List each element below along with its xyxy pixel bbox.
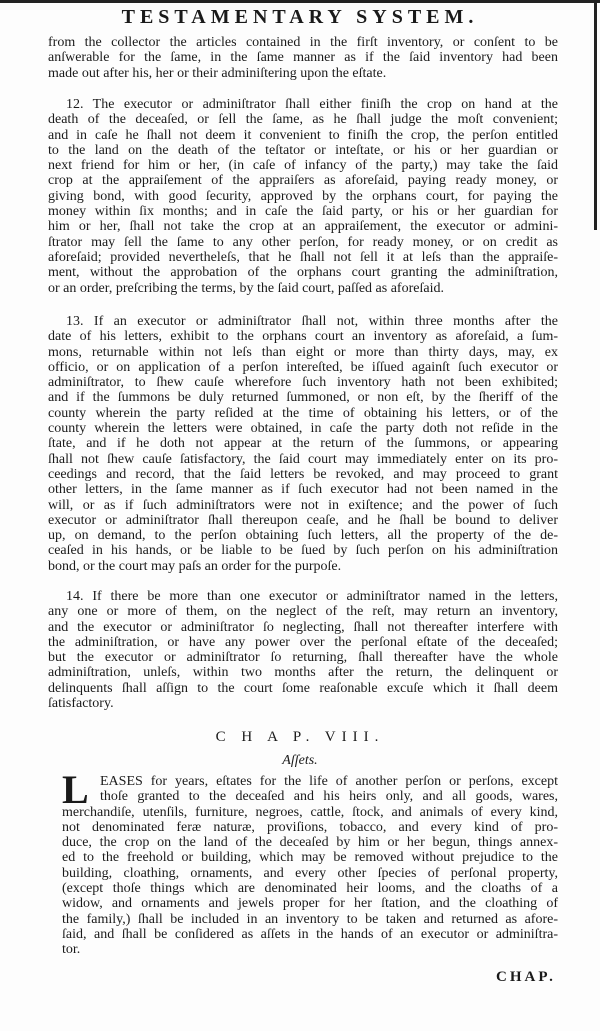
text-line: from the collector the articles contained in the firſt inventory, or conſent to be: [48, 35, 558, 50]
text-line: and in caſe he ſhall not deem it convenient to finiſh the crop, the perſon entitled: [48, 127, 558, 143]
text-line: EASES for years, eſtates for the life of another perſon or perſons, except: [100, 774, 558, 789]
text-line: him or her, ſhall not take the crop at an appraiſement, the executor or admini-: [48, 219, 558, 235]
text-line: delinquents ſhall aſſign to the court ſome reaſonable excuſe which it ſhall deem: [48, 680, 558, 696]
text-line: 12. The executor or adminiſtrator ſhall either finiſh the crop on hand at the: [66, 97, 558, 112]
text-line: executor or adminiſtrator ſhall thereupon ceaſe, and he ſhall be bound to deliver: [48, 512, 558, 528]
text-line: not denominated feræ naturæ, proviſions, tobacco, and every kind of pro-: [62, 819, 558, 835]
text-line: or an order, preſcribing the terms, by the ſaid court, paſſed as aforeſaid.: [48, 280, 444, 296]
text-line: tor.: [62, 942, 81, 958]
drop-cap: L: [62, 767, 89, 812]
text-line: county wherein the letters were obtained, in caſe the party doth not reſide in the: [48, 421, 558, 437]
text-line: building, cloathing, ornaments, and every other ſpecies of perſonal property,: [62, 865, 558, 881]
page-edge-top: [0, 0, 600, 3]
text-line: to the land on the death of the teſtator or inteſtate, or his or her guardian or: [48, 142, 558, 158]
text-line: money within ſix months; and in caſe the ſaid party, or his or her guardian for: [48, 204, 558, 220]
text-line: ſatisfactory.: [48, 696, 114, 712]
text-line: crop at the appraiſement of the appraiſers as aforeſaid, paying ready money, or: [48, 173, 558, 189]
text-line: next friend for him or her, (in caſe of infancy of the party,) may take the ſaid: [48, 158, 558, 174]
text-line: the adminiſtration, or have any power over the perſonal eſtate of the deceaſed;: [48, 634, 558, 650]
text-line: widow, and ornaments and jewels proper for her ſtation, and the cloathing of: [62, 896, 558, 912]
text-line: duce, the crop on the land of the deceaſed by him or her begun, things annex-: [62, 835, 558, 851]
text-line: ſtrator may ſell the ſame to any other perſon, for ready money, or on credit as: [48, 234, 558, 250]
text-line: aforeſaid; provided nevertheleſs, that he ſhall not ſell it at leſs than the appraiſe-: [48, 249, 558, 265]
text-line: up, on demand, to the perſon obtaining ſuch letters, all the property of the de-: [48, 528, 558, 544]
text-line: county wherein the party reſided at the time of obtaining his letters, or of the: [48, 405, 558, 421]
chapter-heading: C H A P. VIII.: [215, 729, 385, 745]
text-line: will, or as if ſuch adminiſtrators were not in exiſtence; and the power of ſuch: [48, 497, 558, 513]
text-line: and the executor or adminiſtrator ſo neglecting, ſhall not thereafter interfere with: [48, 619, 558, 635]
text-line: ſaid, and ſhall be conſidered as aſſets in the hands of an executor or adminiſtra-: [62, 926, 558, 942]
text-line: giving bond, with good ſecurity, approved by the orphans court, for paying the: [48, 188, 558, 204]
text-line: and if the ſummons be duly returned ſummoned, or non eſt, by the ſheriff of the: [48, 390, 558, 406]
text-line: death of the deceaſed, or ſell the ſame, as he ſhall judge the moſt convenient;: [48, 112, 558, 128]
text-line: any one or more of them, on the neglect of the reſt, may return an inventory,: [48, 604, 558, 620]
page-edge-right: [594, 0, 597, 230]
catchword: CHAP.: [496, 969, 556, 985]
paragraph-14: [48, 589, 558, 711]
text-line: ſhall not ſhew cauſe ſatisfactory, the ſaid court may immediately enter on its pro-: [48, 451, 558, 467]
chapter-subtitle: Aſſets.: [282, 753, 318, 768]
text-line: ment, without the approbation of the orphans court granting the adminiſtration,: [48, 265, 558, 281]
text-line: adminiſtration, unleſs, within two months after the return, the delinquent or: [48, 665, 558, 681]
paragraph-assets: [62, 767, 558, 958]
text-line: made out after his, her or their adminiſtering upon the eſtate.: [48, 65, 387, 81]
paragraph-13: [48, 314, 558, 574]
paragraph-12: [48, 97, 558, 296]
text-line: thoſe granted to the deceaſed and his heirs only, and all goods, wares,: [100, 789, 558, 805]
text-line: ſtate, and if he doth not appear at the return of the ſummons, or appearing: [48, 436, 558, 452]
text-line: ceedings and record, that the ſaid letters be revoked, and may proceed to grant: [48, 466, 558, 482]
running-head: TESTAMENTARY SYSTEM.: [121, 6, 479, 28]
text-line: bond, or the court may paſs an order for the purpoſe.: [48, 558, 342, 574]
text-line: adminiſtrator, to ſhew cauſe wherefore ſuch inventory hath not been exhibited;: [48, 375, 558, 391]
text-line: ceaſed in his hands, or be liable to be ſued by ſuch perſon on his adminiſtration: [48, 543, 558, 559]
text-line: mons, returnable within not leſs than eight or more than thirty days, may, ex: [48, 344, 558, 360]
text-line: (except thoſe things which are denominated heir looms, and the cloaths of a: [62, 881, 558, 897]
text-line: date of his letters, exhibit to the orphans court an inventory as aforeſaid, a ſum-: [48, 329, 558, 345]
text-line: 13. If an executor or adminiſtrator ſhall not, within three months after the: [66, 314, 558, 329]
text-line: ed to the freehold or building, which may be removed without prejudice to the: [62, 850, 558, 866]
paragraph-continuation: [48, 35, 558, 81]
text-line: other letters, in the ſame manner as if ſuch executor had not been named in the: [48, 482, 558, 498]
text-line: anſwerable for the ſame, in the ſame manner as if the ſaid inventory had been: [48, 50, 558, 66]
text-line: 14. If there be more than one executor or adminiſtrator named in the letters,: [66, 589, 558, 604]
text-line: but the executor or adminiſtrator ſo returning, ſhall thereafter have the whole: [48, 650, 558, 666]
text-line: officio, or on application of a perſon intereſted, be iſſued againſt ſuch executor or: [48, 359, 558, 375]
text-line: the family,) ſhall be included in an inventory to be taken and returned as afore-: [62, 911, 558, 927]
text-line: merchandiſe, utenſils, furniture, negroes, cattle, ſtock, and animals of every kind,: [62, 804, 558, 820]
